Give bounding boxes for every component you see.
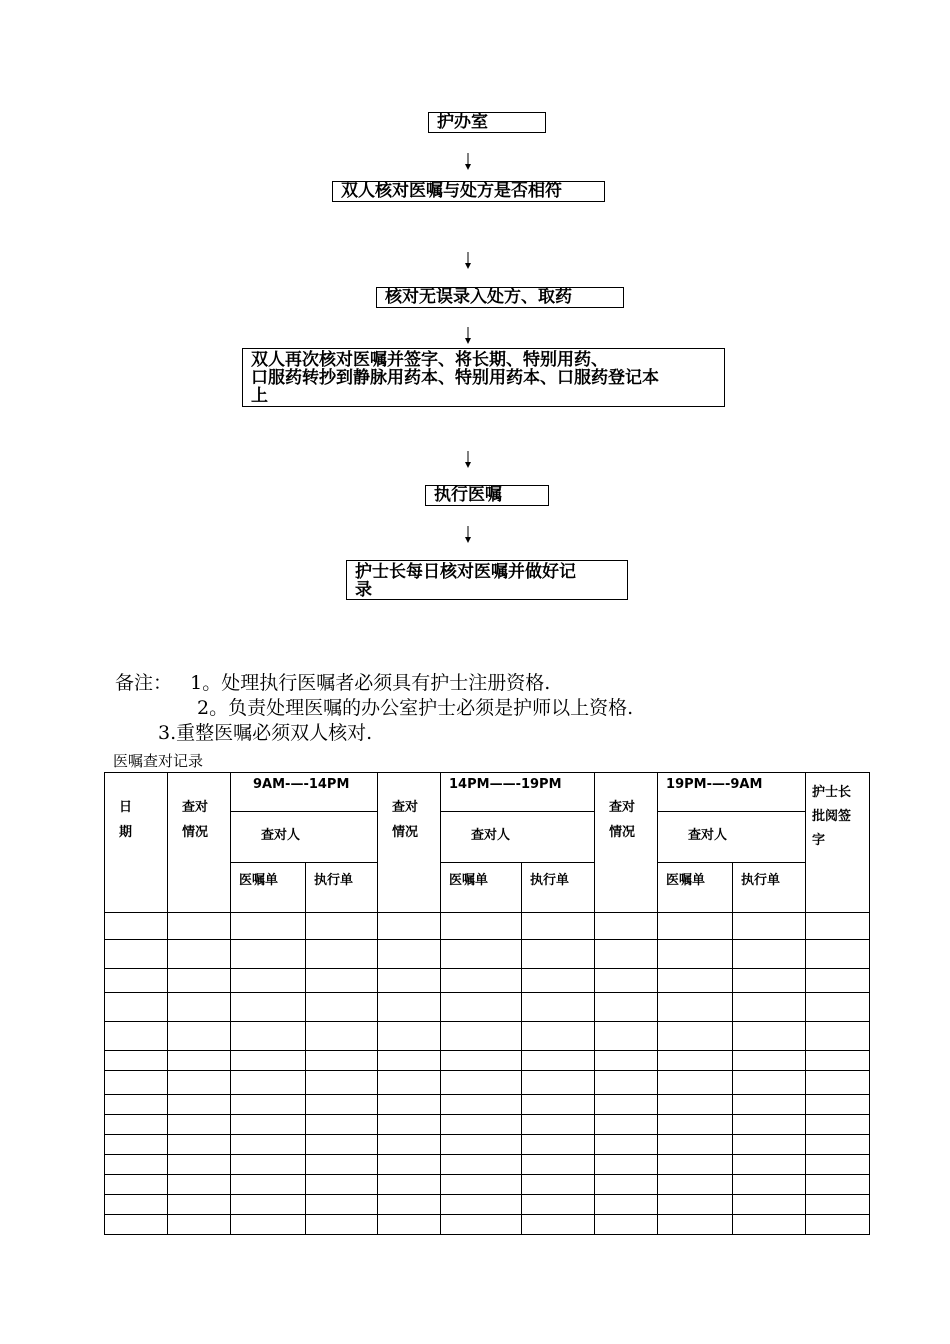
checker-label: 查对人 (688, 828, 728, 843)
table-cell (522, 1215, 595, 1235)
table-cell (441, 1051, 522, 1071)
table-row (105, 1051, 870, 1071)
exec-sheet-label: 执行单 (741, 873, 781, 888)
table-row (105, 969, 870, 993)
table-cell (658, 1215, 733, 1235)
table-cell (733, 1051, 806, 1071)
table-cell (806, 1215, 870, 1235)
table-cell (441, 1095, 522, 1115)
table-cell (378, 1195, 441, 1215)
table-cell (306, 1135, 378, 1155)
header-exec-sheet-3 (733, 863, 806, 913)
table-cell (595, 1071, 658, 1095)
header-exec-sheet-2 (522, 863, 595, 913)
table-cell (105, 1022, 168, 1051)
table-cell (231, 993, 306, 1022)
check-status-line1: 查对 (182, 800, 209, 815)
table-cell (378, 993, 441, 1022)
table-cell (306, 1115, 378, 1135)
header-order-sheet-2 (441, 863, 522, 913)
table-row (105, 1155, 870, 1175)
check-status-line2: 情况 (182, 825, 209, 840)
table-cell (168, 1175, 231, 1195)
table-cell (231, 1155, 306, 1175)
flow-step-label-line2: 录 (355, 580, 372, 600)
header-exec-sheet-1 (306, 863, 378, 913)
table-cell (306, 1215, 378, 1235)
table-cell (806, 940, 870, 969)
table-cell (441, 1215, 522, 1235)
order-sheet-label: 医嘱单 (666, 873, 706, 888)
table-cell (306, 969, 378, 993)
table-cell (522, 1175, 595, 1195)
table-cell (378, 1115, 441, 1135)
table-cell (595, 1095, 658, 1115)
table-cell (378, 969, 441, 993)
table-cell (168, 1135, 231, 1155)
table-cell (595, 993, 658, 1022)
header-checker-1 (231, 812, 378, 863)
table-cell (306, 1051, 378, 1071)
table-cell (378, 1175, 441, 1195)
table-cell (806, 1175, 870, 1195)
table-cell (105, 1175, 168, 1195)
table-cell (595, 1215, 658, 1235)
table-cell (306, 1071, 378, 1095)
table-cell (806, 1051, 870, 1071)
table-row (105, 913, 870, 940)
arrow-down-icon (463, 526, 473, 544)
header-checker-3 (658, 812, 806, 863)
table-cell (231, 1175, 306, 1195)
table-cell (658, 993, 733, 1022)
table-row (105, 1175, 870, 1195)
arrow-down-icon (463, 451, 473, 469)
table-cell (441, 993, 522, 1022)
note-line-3: 3.重整医嘱必须双人核对. (158, 722, 373, 744)
table-cell (306, 913, 378, 940)
table-cell (595, 1115, 658, 1135)
table-cell (522, 1135, 595, 1155)
table-cell (733, 1115, 806, 1135)
table-cell (105, 1115, 168, 1135)
table-cell (168, 913, 231, 940)
table-row (105, 1071, 870, 1095)
table-cell (306, 1095, 378, 1115)
table-cell (441, 1175, 522, 1195)
table-row (105, 1115, 870, 1135)
table-cell (441, 1135, 522, 1155)
flow-step-head-nurse-review (346, 560, 628, 600)
table-cell (733, 1071, 806, 1095)
header-shift-3 (658, 773, 806, 812)
table-cell (522, 1095, 595, 1115)
table-cell (105, 1155, 168, 1175)
table-cell (733, 913, 806, 940)
header-date (105, 773, 168, 913)
header-check-status-1 (168, 773, 231, 913)
head-nurse-line1: 护士长 (812, 785, 852, 800)
check-status-line1: 查对 (609, 800, 636, 815)
table-cell (658, 1155, 733, 1175)
table-cell (522, 993, 595, 1022)
table-row (105, 1095, 870, 1115)
table-row (105, 1195, 870, 1215)
table-cell (733, 1195, 806, 1215)
table-cell (522, 969, 595, 993)
arrow-down-icon (463, 252, 473, 270)
table-cell (806, 1115, 870, 1135)
table-cell (733, 1135, 806, 1155)
head-nurse-line3: 字 (812, 833, 826, 848)
table-cell (231, 1195, 306, 1215)
flow-step-execute-order (425, 485, 549, 506)
table-cell (658, 1175, 733, 1195)
table-cell (806, 993, 870, 1022)
table-cell (441, 940, 522, 969)
arrow-down-icon (463, 153, 473, 171)
flow-step-double-check (332, 181, 605, 202)
table-cell (658, 1135, 733, 1155)
table-caption: 医嘱查对记录 (113, 752, 204, 770)
checker-label: 查对人 (261, 828, 301, 843)
table-cell (168, 1071, 231, 1095)
table-cell (306, 940, 378, 969)
table-cell (806, 1022, 870, 1051)
header-order-sheet-1 (231, 863, 306, 913)
header-date-line2: 期 (119, 825, 133, 840)
table-cell (658, 1115, 733, 1135)
table-cell (595, 913, 658, 940)
table-cell (522, 1155, 595, 1175)
table-cell (105, 1215, 168, 1235)
table-cell (306, 1175, 378, 1195)
note-line-1: 备注： 1。处理执行医嘱者必须具有护士注册资格. (115, 672, 551, 694)
table-cell (105, 1195, 168, 1215)
table-row (105, 1022, 870, 1051)
table-cell (595, 969, 658, 993)
table-cell (378, 1051, 441, 1071)
header-check-status-3 (595, 773, 658, 913)
table-cell (522, 1195, 595, 1215)
table-row (105, 940, 870, 969)
flow-step-enter-prescription (376, 287, 624, 308)
table-cell (441, 1071, 522, 1095)
header-order-sheet-3 (658, 863, 733, 913)
shift-label: 9AM-—-14PM (253, 777, 350, 792)
table-cell (231, 1095, 306, 1115)
table-cell (168, 1155, 231, 1175)
table-cell (522, 913, 595, 940)
table-cell (595, 940, 658, 969)
flow-step-label-line1: 护士长每日核对医嘱并做好记 (355, 562, 576, 582)
table-cell (306, 1155, 378, 1175)
table-cell (231, 940, 306, 969)
check-status-line1: 查对 (392, 800, 419, 815)
table-cell (733, 1095, 806, 1115)
exec-sheet-label: 执行单 (314, 873, 354, 888)
table-cell (595, 1195, 658, 1215)
table-cell (595, 1051, 658, 1071)
flow-step-recheck-sign (242, 348, 725, 407)
table-cell (378, 940, 441, 969)
check-status-line2: 情况 (609, 825, 636, 840)
shift-label: 19PM-—-9AM (666, 777, 763, 792)
table-cell (733, 1215, 806, 1235)
table-cell (378, 1215, 441, 1235)
header-check-status-2 (378, 773, 441, 913)
table-cell (231, 1022, 306, 1051)
table-cell (441, 1115, 522, 1135)
table-cell (595, 1175, 658, 1195)
table-cell (168, 1115, 231, 1135)
table-cell (522, 1051, 595, 1071)
table-cell (658, 913, 733, 940)
table-cell (231, 913, 306, 940)
table-cell (806, 1195, 870, 1215)
table-cell (378, 1135, 441, 1155)
flow-step-label-line1: 双人再次核对医嘱并签字、将长期、特别用药、 (251, 350, 608, 370)
table-cell (168, 940, 231, 969)
table-cell (168, 993, 231, 1022)
header-shift-1 (231, 773, 378, 812)
table-cell (658, 940, 733, 969)
table-cell (105, 913, 168, 940)
table-cell (733, 993, 806, 1022)
table-cell (105, 1051, 168, 1071)
table-cell (806, 1095, 870, 1115)
flow-step-nurse-office (428, 112, 546, 133)
table-cell (231, 1215, 306, 1235)
table-cell (441, 969, 522, 993)
table-cell (733, 1175, 806, 1195)
table-cell (733, 1022, 806, 1051)
table-cell (595, 1022, 658, 1051)
table-cell (231, 969, 306, 993)
table-cell (378, 913, 441, 940)
table-cell (306, 1022, 378, 1051)
table-cell (378, 1095, 441, 1115)
table-cell (595, 1135, 658, 1155)
table-cell (441, 1195, 522, 1215)
header-date-line1: 日 (119, 800, 133, 815)
flow-step-label-line3: 上 (251, 386, 268, 406)
flow-step-label: 执行医嘱 (434, 485, 502, 505)
table-cell (441, 913, 522, 940)
table-cell (105, 969, 168, 993)
arrow-down-icon (463, 327, 473, 345)
table-cell (168, 969, 231, 993)
table-cell (522, 940, 595, 969)
check-status-line2: 情况 (392, 825, 419, 840)
header-shift-2 (441, 773, 595, 812)
table-row (105, 1215, 870, 1235)
table-cell (105, 1135, 168, 1155)
table-cell (733, 969, 806, 993)
table-cell (658, 969, 733, 993)
table-cell (658, 1095, 733, 1115)
table-cell (522, 1115, 595, 1135)
table-cell (522, 1022, 595, 1051)
table-cell (231, 1071, 306, 1095)
checker-label: 查对人 (471, 828, 511, 843)
table-cell (168, 1051, 231, 1071)
table-cell (105, 993, 168, 1022)
table-cell (378, 1155, 441, 1175)
exec-sheet-label: 执行单 (530, 873, 570, 888)
order-sheet-label: 医嘱单 (239, 873, 279, 888)
table-cell (231, 1051, 306, 1071)
table-cell (806, 1135, 870, 1155)
table-cell (231, 1135, 306, 1155)
table-cell (105, 1095, 168, 1115)
table-cell (105, 1071, 168, 1095)
header-head-nurse-signature (806, 773, 870, 913)
table-row (105, 1135, 870, 1155)
table-cell (806, 913, 870, 940)
table-cell (522, 1071, 595, 1095)
table-cell (306, 993, 378, 1022)
table-cell (168, 1195, 231, 1215)
shift-label: 14PM——-19PM (449, 777, 562, 792)
flow-step-label: 护办室 (437, 112, 488, 132)
order-check-record-table (104, 772, 870, 1235)
flow-step-label: 双人核对医嘱与处方是否相符 (341, 181, 562, 201)
table-cell (105, 940, 168, 969)
table-cell (658, 1071, 733, 1095)
order-sheet-label: 医嘱单 (449, 873, 489, 888)
table-cell (595, 1155, 658, 1175)
table-cell (231, 1115, 306, 1135)
table-cell (168, 1022, 231, 1051)
table-cell (733, 1155, 806, 1175)
table-cell (168, 1095, 231, 1115)
table-cell (658, 1022, 733, 1051)
note-line-2: 2。负责处理医嘱的办公室护士必须是护师以上资格. (197, 697, 634, 719)
table-cell (806, 1155, 870, 1175)
table-cell (658, 1051, 733, 1071)
table-cell (806, 969, 870, 993)
flow-step-label-line2: 口服药转抄到静脉用药本、特别用药本、口服药登记本 (251, 368, 659, 388)
table-cell (306, 1195, 378, 1215)
table-cell (441, 1155, 522, 1175)
table-cell (441, 1022, 522, 1051)
table-cell (733, 940, 806, 969)
table-cell (168, 1215, 231, 1235)
flow-step-label: 核对无误录入处方、取药 (385, 287, 572, 307)
table-cell (806, 1071, 870, 1095)
record-body (105, 913, 870, 1235)
head-nurse-line2: 批阅签 (812, 809, 852, 824)
table-cell (658, 1195, 733, 1215)
table-row (105, 993, 870, 1022)
header-checker-2 (441, 812, 595, 863)
table-cell (378, 1071, 441, 1095)
table-cell (378, 1022, 441, 1051)
